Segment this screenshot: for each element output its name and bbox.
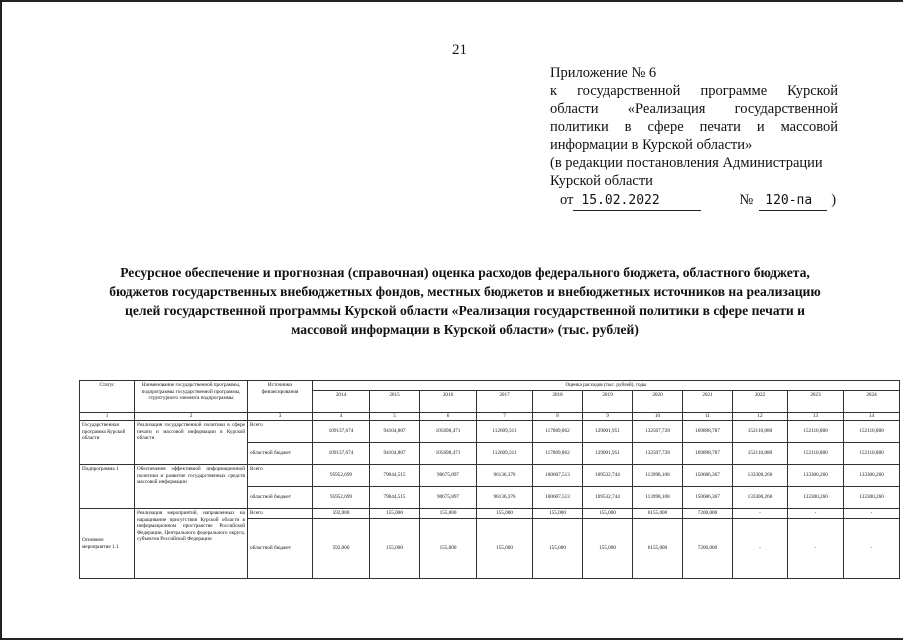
value-cell: 152110,880 xyxy=(844,421,900,443)
row-source: Всего xyxy=(248,509,313,519)
resource-table xyxy=(79,380,900,579)
value-cell: 152110,880 xyxy=(788,443,844,465)
column-index: 12 xyxy=(733,413,788,421)
column-index: 11 xyxy=(683,413,733,421)
value-cell: 117809,862 xyxy=(533,443,583,465)
value-cell: 113998,108 xyxy=(633,465,683,487)
edition-line: (в редакции постановления Администрации xyxy=(550,155,823,171)
column-index: 10 xyxy=(633,413,683,421)
value-cell: 105698,471 xyxy=(420,443,477,465)
value-cell: 133300,260 xyxy=(733,487,788,509)
row-source: областной бюджет xyxy=(248,443,313,465)
year-header: 2019 xyxy=(583,391,633,413)
value-cell: 7200,000 xyxy=(683,509,733,519)
column-index: 3 xyxy=(248,413,313,421)
value-cell: 109532,744 xyxy=(583,465,633,487)
year-header: 2015 xyxy=(370,391,420,413)
resource-table-wrap xyxy=(79,380,900,579)
document-title: Ресурсное обеспечение и прогнозная (справочная) оценка расходов федерального бюджета, областного бюджета, бюджетов государственных внебюджетных фондов, местных бюджетов и внебюджетных источников на реализацию целей государственной программы Курской области «Реализация государственной политики в сфере печати и массовой информации в Курской области» (тыс. рублей) xyxy=(109,265,821,337)
header-sources: Источники финансирования xyxy=(248,381,313,413)
value-cell: 96136,376 xyxy=(477,465,533,487)
appendix-line: информации в Курской области» xyxy=(550,137,753,153)
table-row xyxy=(80,421,900,443)
value-cell: 155,000 xyxy=(533,509,583,519)
value-cell: 94104,807 xyxy=(370,443,420,465)
value-cell: 113998,108 xyxy=(633,487,683,509)
edition-line: Курской области xyxy=(550,173,653,189)
value-cell: 90675,897 xyxy=(420,465,477,487)
year-header: 2023 xyxy=(788,391,844,413)
value-cell: 155,000 xyxy=(370,509,420,519)
row-name: Обеспечение эффективной информационной политики и развитие государственных средств массовой информации xyxy=(135,465,248,509)
value-cell: 155,000 xyxy=(420,509,477,519)
close-paren: ) xyxy=(831,192,837,208)
value-cell: 155,000 xyxy=(533,519,583,579)
column-index: 6 xyxy=(420,413,477,421)
value-cell: 150686,367 xyxy=(683,487,733,509)
value-cell: 155,000 xyxy=(420,519,477,579)
row-status: Подпрограмма 1 xyxy=(80,465,135,509)
year-header: 2024 xyxy=(844,391,900,413)
value-cell: 100607,513 xyxy=(533,465,583,487)
value-cell: 112609,311 xyxy=(477,421,533,443)
value-cell: 95952,699 xyxy=(313,465,370,487)
row-source: областной бюджет xyxy=(248,519,313,579)
value-cell: 100607,513 xyxy=(533,487,583,509)
value-cell: 152110,880 xyxy=(733,443,788,465)
value-cell: 90675,897 xyxy=(420,487,477,509)
value-cell: - xyxy=(844,509,900,519)
value-cell: 132507,728 xyxy=(633,421,683,443)
number-label: № xyxy=(739,192,754,208)
value-cell: 133300,260 xyxy=(844,465,900,487)
column-index: 13 xyxy=(788,413,844,421)
value-cell: - xyxy=(733,509,788,519)
date-number-row xyxy=(550,191,838,211)
year-header: 2020 xyxy=(633,391,683,413)
value-cell: 6155,000 xyxy=(633,519,683,579)
value-cell: 7200,000 xyxy=(683,519,733,579)
value-cell: 109137,674 xyxy=(313,443,370,465)
row-source: областной бюджет xyxy=(248,487,313,509)
value-cell: 95952,699 xyxy=(313,487,370,509)
year-header: 2018 xyxy=(533,391,583,413)
appendix-line: к государственной программе Курской xyxy=(550,83,838,99)
value-cell: 150686,367 xyxy=(683,465,733,487)
row-status: Государственная программа Курской области xyxy=(80,421,135,465)
value-cell: - xyxy=(844,519,900,579)
year-header: 2016 xyxy=(420,391,477,413)
value-cell: 133300,260 xyxy=(788,487,844,509)
row-status: Основное мероприятие 1.1 xyxy=(80,509,135,579)
value-cell: 105698,471 xyxy=(420,421,477,443)
value-cell: 79044,515 xyxy=(370,487,420,509)
year-header: 2022 xyxy=(733,391,788,413)
appendix-line: области «Реализация государственной xyxy=(550,101,838,117)
value-cell: - xyxy=(733,519,788,579)
column-index: 5 xyxy=(370,413,420,421)
page-number: 21 xyxy=(452,42,467,58)
value-cell: 132507,728 xyxy=(633,443,683,465)
appendix-block xyxy=(550,64,838,211)
value-cell: 155,000 xyxy=(477,519,533,579)
year-header: 2017 xyxy=(477,391,533,413)
value-cell: 152110,880 xyxy=(788,421,844,443)
row-name: Реализация мероприятий, направленных на наращивание присутствия Курской области в информационном пространстве Российской Федерации, Центрального федерального округа, субъектов Российской Федерации xyxy=(135,509,248,579)
appendix-line: политики в сфере печати и массовой xyxy=(550,119,838,135)
value-cell: 169898,787 xyxy=(683,421,733,443)
value-cell: 109137,674 xyxy=(313,421,370,443)
table-row xyxy=(80,509,900,519)
value-cell: - xyxy=(788,519,844,579)
value-cell: 133300,260 xyxy=(733,465,788,487)
row-source: Всего xyxy=(248,465,313,487)
column-index: 7 xyxy=(477,413,533,421)
column-index: 8 xyxy=(533,413,583,421)
resolution-number: 120-па xyxy=(759,192,827,211)
value-cell: 129001,951 xyxy=(583,443,633,465)
column-index: 14 xyxy=(844,413,900,421)
value-cell: 96136,376 xyxy=(477,487,533,509)
header-name: Наименование государственной программы, подпрограммы государственной программы, структурного элемента подпрограммы xyxy=(135,381,248,413)
value-cell: 155,000 xyxy=(370,519,420,579)
row-source: Всего xyxy=(248,421,313,443)
header-estimate: Оценка расходов (тыс. рублей), годы xyxy=(313,381,900,391)
column-index: 1 xyxy=(80,413,135,421)
value-cell: 129001,951 xyxy=(583,421,633,443)
resolution-date: 15.02.2022 xyxy=(573,192,701,211)
value-cell: 79044,515 xyxy=(370,465,420,487)
value-cell: 94104,807 xyxy=(370,421,420,443)
value-cell: 155,000 xyxy=(583,509,633,519)
value-cell: 152110,880 xyxy=(733,421,788,443)
row-name: Реализация государственной политики в сфере печати и массовой информации в Курской области xyxy=(135,421,248,465)
year-header: 2014 xyxy=(313,391,370,413)
value-cell: 152110,880 xyxy=(844,443,900,465)
from-label: от xyxy=(560,192,574,208)
value-cell: 6155,000 xyxy=(633,509,683,519)
value-cell: 117809,862 xyxy=(533,421,583,443)
year-header: 2021 xyxy=(683,391,733,413)
value-cell: 155,000 xyxy=(583,519,633,579)
value-cell: 133300,260 xyxy=(788,465,844,487)
column-index: 2 xyxy=(135,413,248,421)
column-index: 9 xyxy=(583,413,633,421)
value-cell: 592,000 xyxy=(313,519,370,579)
header-status: Статус xyxy=(80,381,135,413)
value-cell: 592,000 xyxy=(313,509,370,519)
value-cell: 169898,787 xyxy=(683,443,733,465)
table-row xyxy=(80,465,900,487)
value-cell: 109532,744 xyxy=(583,487,633,509)
value-cell: 112609,311 xyxy=(477,443,533,465)
value-cell: 155,000 xyxy=(477,509,533,519)
value-cell: - xyxy=(788,509,844,519)
column-index: 4 xyxy=(313,413,370,421)
value-cell: 133300,260 xyxy=(844,487,900,509)
appendix-title: Приложение № 6 xyxy=(550,65,657,81)
